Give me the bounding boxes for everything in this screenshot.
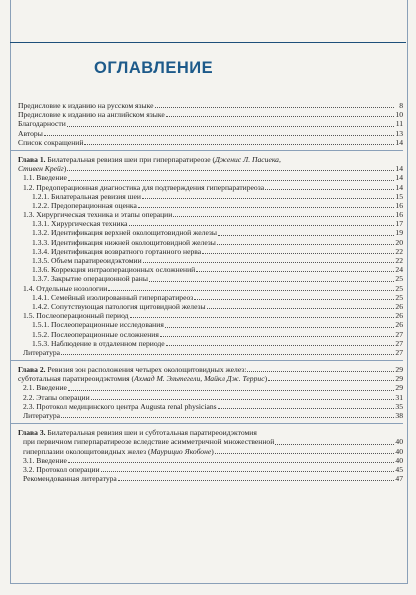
- chapter-title: Билатеральная ревизия шеи при гиперпаратиреозе (: [45, 154, 216, 164]
- toc-entry-title: [18, 374, 267, 383]
- chapter-authors: Дженис Л. Пасиека,: [215, 154, 281, 164]
- dot-leader: [68, 389, 394, 391]
- dot-leader: [138, 206, 394, 208]
- toc-entry-title: Предисловие к изданию на английском языке: [18, 110, 165, 120]
- dot-leader: [218, 234, 394, 236]
- chapter-label: Глава 3.: [18, 428, 46, 438]
- dot-leader: [247, 370, 394, 372]
- dot-leader: [130, 316, 394, 318]
- page-number: 27: [395, 329, 403, 339]
- toc-entry-title: Литература: [23, 347, 61, 357]
- toc-entry-title: Рекомендованная литература: [23, 474, 117, 484]
- page-number: 19: [395, 228, 403, 238]
- toc-entry-title: 1.5. Послеоперационный период: [23, 311, 129, 321]
- dot-leader: [166, 115, 394, 117]
- page-number: 8: [399, 101, 403, 110]
- page-number: 24: [395, 265, 403, 275]
- dot-leader: [173, 215, 394, 217]
- toc-entry[interactable]: [18, 256, 403, 265]
- page-number: 15: [395, 191, 403, 201]
- page-number: 25: [395, 292, 403, 302]
- page-number: 14: [395, 164, 403, 174]
- page-number: 20: [395, 237, 403, 247]
- toc-entry-title: 1.3.6. Коррекция интраоперационных осложнений: [32, 265, 196, 275]
- toc-entry[interactable]: [18, 320, 403, 329]
- toc-entry-title: 1.3.5. Объем паратиреоидэктомии: [32, 256, 142, 265]
- toc-entry[interactable]: [18, 465, 403, 474]
- chapter-authors: Ахмад М. Эльтегели, Майкл Дж. Террис: [134, 374, 265, 384]
- page-number: 29: [395, 383, 403, 393]
- toc-entry-title: 2.2. Этапы операции: [23, 392, 90, 402]
- divider: [10, 150, 403, 151]
- chapter-3-heading-cont[interactable]: [18, 437, 403, 446]
- page-number: 22: [395, 256, 403, 265]
- page-number: 26: [395, 320, 403, 330]
- toc-entry[interactable]: [18, 173, 403, 182]
- chapter-title: Ревизия зон расположения четырех околощитовидных желез:: [45, 365, 247, 375]
- toc-entry-title: [18, 155, 281, 164]
- toc-entry-title: Список сокращений: [18, 137, 84, 147]
- page-number: 22: [395, 246, 403, 256]
- dot-leader: [68, 461, 394, 463]
- toc-entry[interactable]: [18, 284, 403, 293]
- toc-entry-title: 1.4. Отдельные нозологии: [23, 283, 108, 293]
- page-number: 10: [395, 110, 403, 120]
- toc-entry[interactable]: [18, 330, 403, 339]
- dot-leader: [84, 143, 394, 145]
- chapter-1-heading-cont[interactable]: [18, 164, 403, 173]
- toc-entry[interactable]: [18, 192, 403, 201]
- toc-entry[interactable]: [18, 474, 403, 483]
- toc-entry[interactable]: [18, 302, 403, 311]
- toc-entry-title: 1.2.2. Предоперационная оценка: [32, 200, 137, 210]
- page-number: 26: [395, 301, 403, 311]
- page-number: 26: [395, 311, 403, 321]
- table-of-contents: [18, 101, 403, 483]
- chapter-title: ): [264, 374, 268, 384]
- toc-entry[interactable]: [18, 393, 403, 402]
- toc-entry[interactable]: [18, 219, 403, 228]
- chapter-authors: Стивен Крейг: [18, 164, 64, 174]
- dot-leader: [194, 298, 394, 300]
- page-number: 25: [395, 283, 403, 293]
- divider: [10, 360, 403, 361]
- chapter-title: ): [211, 446, 214, 456]
- toc-entry-title: 1.3.1. Хирургическая техника: [32, 219, 128, 229]
- toc-entry-title: 1.3.2. Идентификация верхней околощитовидной железы: [32, 228, 218, 238]
- toc-entry-title: 1.1. Введение: [23, 173, 67, 183]
- chapter-title: ): [63, 164, 67, 174]
- page-number: 40: [395, 446, 403, 456]
- toc-entry[interactable]: [18, 411, 403, 420]
- toc-entry[interactable]: [18, 238, 403, 247]
- page-number: 14: [395, 173, 403, 183]
- dot-leader: [44, 134, 394, 136]
- toc-entry-title: 1.3. Хирургическая техника и этапы операции: [23, 210, 173, 220]
- page-number: 40: [395, 455, 403, 465]
- page-number: 29: [395, 374, 403, 384]
- toc-entry-title: 2.3. Протокол медицинского центра Augusta renal physicians: [23, 401, 217, 411]
- toc-entry-title: [18, 164, 66, 173]
- dot-leader: [202, 252, 394, 254]
- dot-leader: [215, 452, 394, 454]
- toc-entry[interactable]: [18, 265, 403, 274]
- dot-leader: [118, 479, 394, 481]
- page-number: 25: [395, 274, 403, 284]
- page-number: 11: [395, 119, 403, 129]
- toc-entry-title: Предисловие к изданию на русском языке: [18, 101, 154, 110]
- toc-front-entry[interactable]: [18, 138, 403, 147]
- toc-entry-title: Благодарности: [18, 119, 66, 129]
- toc-entry-title: [18, 365, 246, 374]
- dot-leader: [142, 197, 394, 199]
- toc-entry-title: 1.4.2. Сопутствующая патология щитовидной железы: [32, 301, 206, 311]
- toc-front-entry[interactable]: [18, 110, 403, 119]
- chapter-authors: Маурицио Якобоне: [150, 446, 212, 456]
- page-number: 40: [395, 437, 403, 447]
- toc-entry-title: [18, 428, 257, 437]
- chapter-2-heading-cont[interactable]: [18, 374, 403, 383]
- dot-leader: [217, 243, 394, 245]
- chapter-1-heading[interactable]: [18, 155, 403, 164]
- dot-leader: [91, 398, 394, 400]
- dot-leader: [101, 470, 394, 472]
- dot-leader: [68, 179, 394, 181]
- chapter-3-heading-cont[interactable]: [18, 447, 403, 456]
- page-number: 35: [395, 401, 403, 411]
- dot-leader: [258, 434, 394, 435]
- toc-entry-title: 1.3.3. Идентификация нижней околощитовидной железы: [32, 237, 216, 247]
- toc-entry-title: 1.5.3. Наблюдение в отдаленном периоде: [32, 338, 165, 348]
- page-number: 16: [395, 210, 403, 220]
- toc-entry-title: 3.2. Протокол операции: [23, 464, 100, 474]
- page-number: 27: [395, 338, 403, 348]
- toc-entry-title: 3.1. Введение: [23, 455, 67, 465]
- dot-leader: [268, 379, 394, 381]
- page-number: 13: [395, 128, 403, 138]
- dot-leader: [166, 344, 394, 346]
- chapter-2-heading[interactable]: [18, 365, 403, 374]
- page-number: 29: [395, 365, 403, 375]
- page-number: 45: [395, 464, 403, 474]
- dot-leader: [165, 326, 394, 328]
- toc-entry-title: 2.1. Введение: [23, 383, 67, 393]
- toc-entry[interactable]: [18, 228, 403, 237]
- dot-leader: [108, 289, 394, 291]
- dot-leader: [129, 224, 394, 226]
- toc-entry-title: 1.2.1. Билатеральная ревизия шеи: [32, 191, 141, 201]
- toc-entry[interactable]: [18, 210, 403, 219]
- toc-entry[interactable]: [18, 311, 403, 320]
- dot-leader: [155, 106, 395, 108]
- top-rule: [10, 42, 406, 43]
- chapter-label: Глава 1.: [18, 154, 46, 164]
- divider: [10, 423, 403, 424]
- dot-leader: [282, 161, 394, 162]
- toc-entry[interactable]: [18, 247, 403, 256]
- toc-entry-title: 1.2. Предоперационная диагностика для подтверждения гиперпаратиреоза: [23, 182, 265, 192]
- toc-entry-title: 1.5.2. Послеоперационные осложнения: [32, 329, 159, 339]
- toc-entry-title: Литература: [23, 411, 61, 420]
- toc-entry-title: [23, 437, 274, 446]
- page-number: 27: [395, 347, 403, 357]
- toc-entry[interactable]: [18, 293, 403, 302]
- page-number: 47: [395, 474, 403, 484]
- toc-entry[interactable]: [18, 348, 403, 357]
- dot-leader: [67, 125, 394, 127]
- dot-leader: [160, 335, 394, 337]
- dot-leader: [61, 353, 394, 355]
- dot-leader: [265, 188, 394, 190]
- toc-entry-title: 1.3.4. Идентификация возвратного гортанного нерва: [32, 246, 202, 256]
- toc-entry[interactable]: [18, 456, 403, 465]
- dot-leader: [218, 407, 394, 409]
- toc-entry-title: 1.3.7. Закрытие операционной раны: [32, 274, 148, 284]
- page-number: 16: [395, 200, 403, 210]
- dot-leader: [275, 443, 394, 445]
- dot-leader: [149, 280, 394, 282]
- toc-entry[interactable]: [18, 383, 403, 392]
- chapter-title: при первичном гиперпаратиреозе вследствие асимметричной множественной: [23, 437, 275, 447]
- toc-entry-title: 1.5.1. Послеоперационные исследования: [32, 320, 164, 330]
- chapter-3-heading[interactable]: [18, 428, 403, 437]
- dot-leader: [143, 261, 394, 263]
- toc-entry-title: [23, 447, 214, 456]
- chapter-label: Глава 2.: [18, 365, 46, 375]
- dot-leader: [61, 416, 394, 418]
- toc-entry[interactable]: [18, 183, 403, 192]
- page-number: 14: [395, 137, 403, 147]
- chapter-title: гиперплазии околощитовидных желез (: [23, 446, 151, 456]
- toc-front-entry[interactable]: [18, 101, 403, 110]
- toc-entry[interactable]: [18, 274, 403, 283]
- dot-leader: [207, 307, 394, 309]
- page-number: 38: [395, 411, 403, 420]
- toc-front-entry[interactable]: [18, 119, 403, 128]
- toc-entry[interactable]: [18, 402, 403, 411]
- chapter-title: субтотальная паратиреоидэктомия (: [18, 374, 135, 384]
- toc-entry[interactable]: [18, 339, 403, 348]
- toc-entry-title: Авторы: [18, 128, 43, 138]
- chapter-title: Билатеральная ревизия шеи и субтотальная паратиреоидэктомия: [45, 428, 257, 438]
- page-number: 31: [395, 392, 403, 402]
- dot-leader: [67, 169, 394, 171]
- toc-heading: ОГЛАВЛЕНИЕ: [94, 59, 214, 77]
- page-number: 14: [395, 182, 403, 192]
- page-number: 17: [395, 219, 403, 229]
- dot-leader: [196, 270, 394, 272]
- toc-entry[interactable]: [18, 201, 403, 210]
- toc-front-entry[interactable]: [18, 129, 403, 138]
- toc-entry-title: 1.4.1. Семейный изолированный гиперпаратиреоз: [32, 292, 194, 302]
